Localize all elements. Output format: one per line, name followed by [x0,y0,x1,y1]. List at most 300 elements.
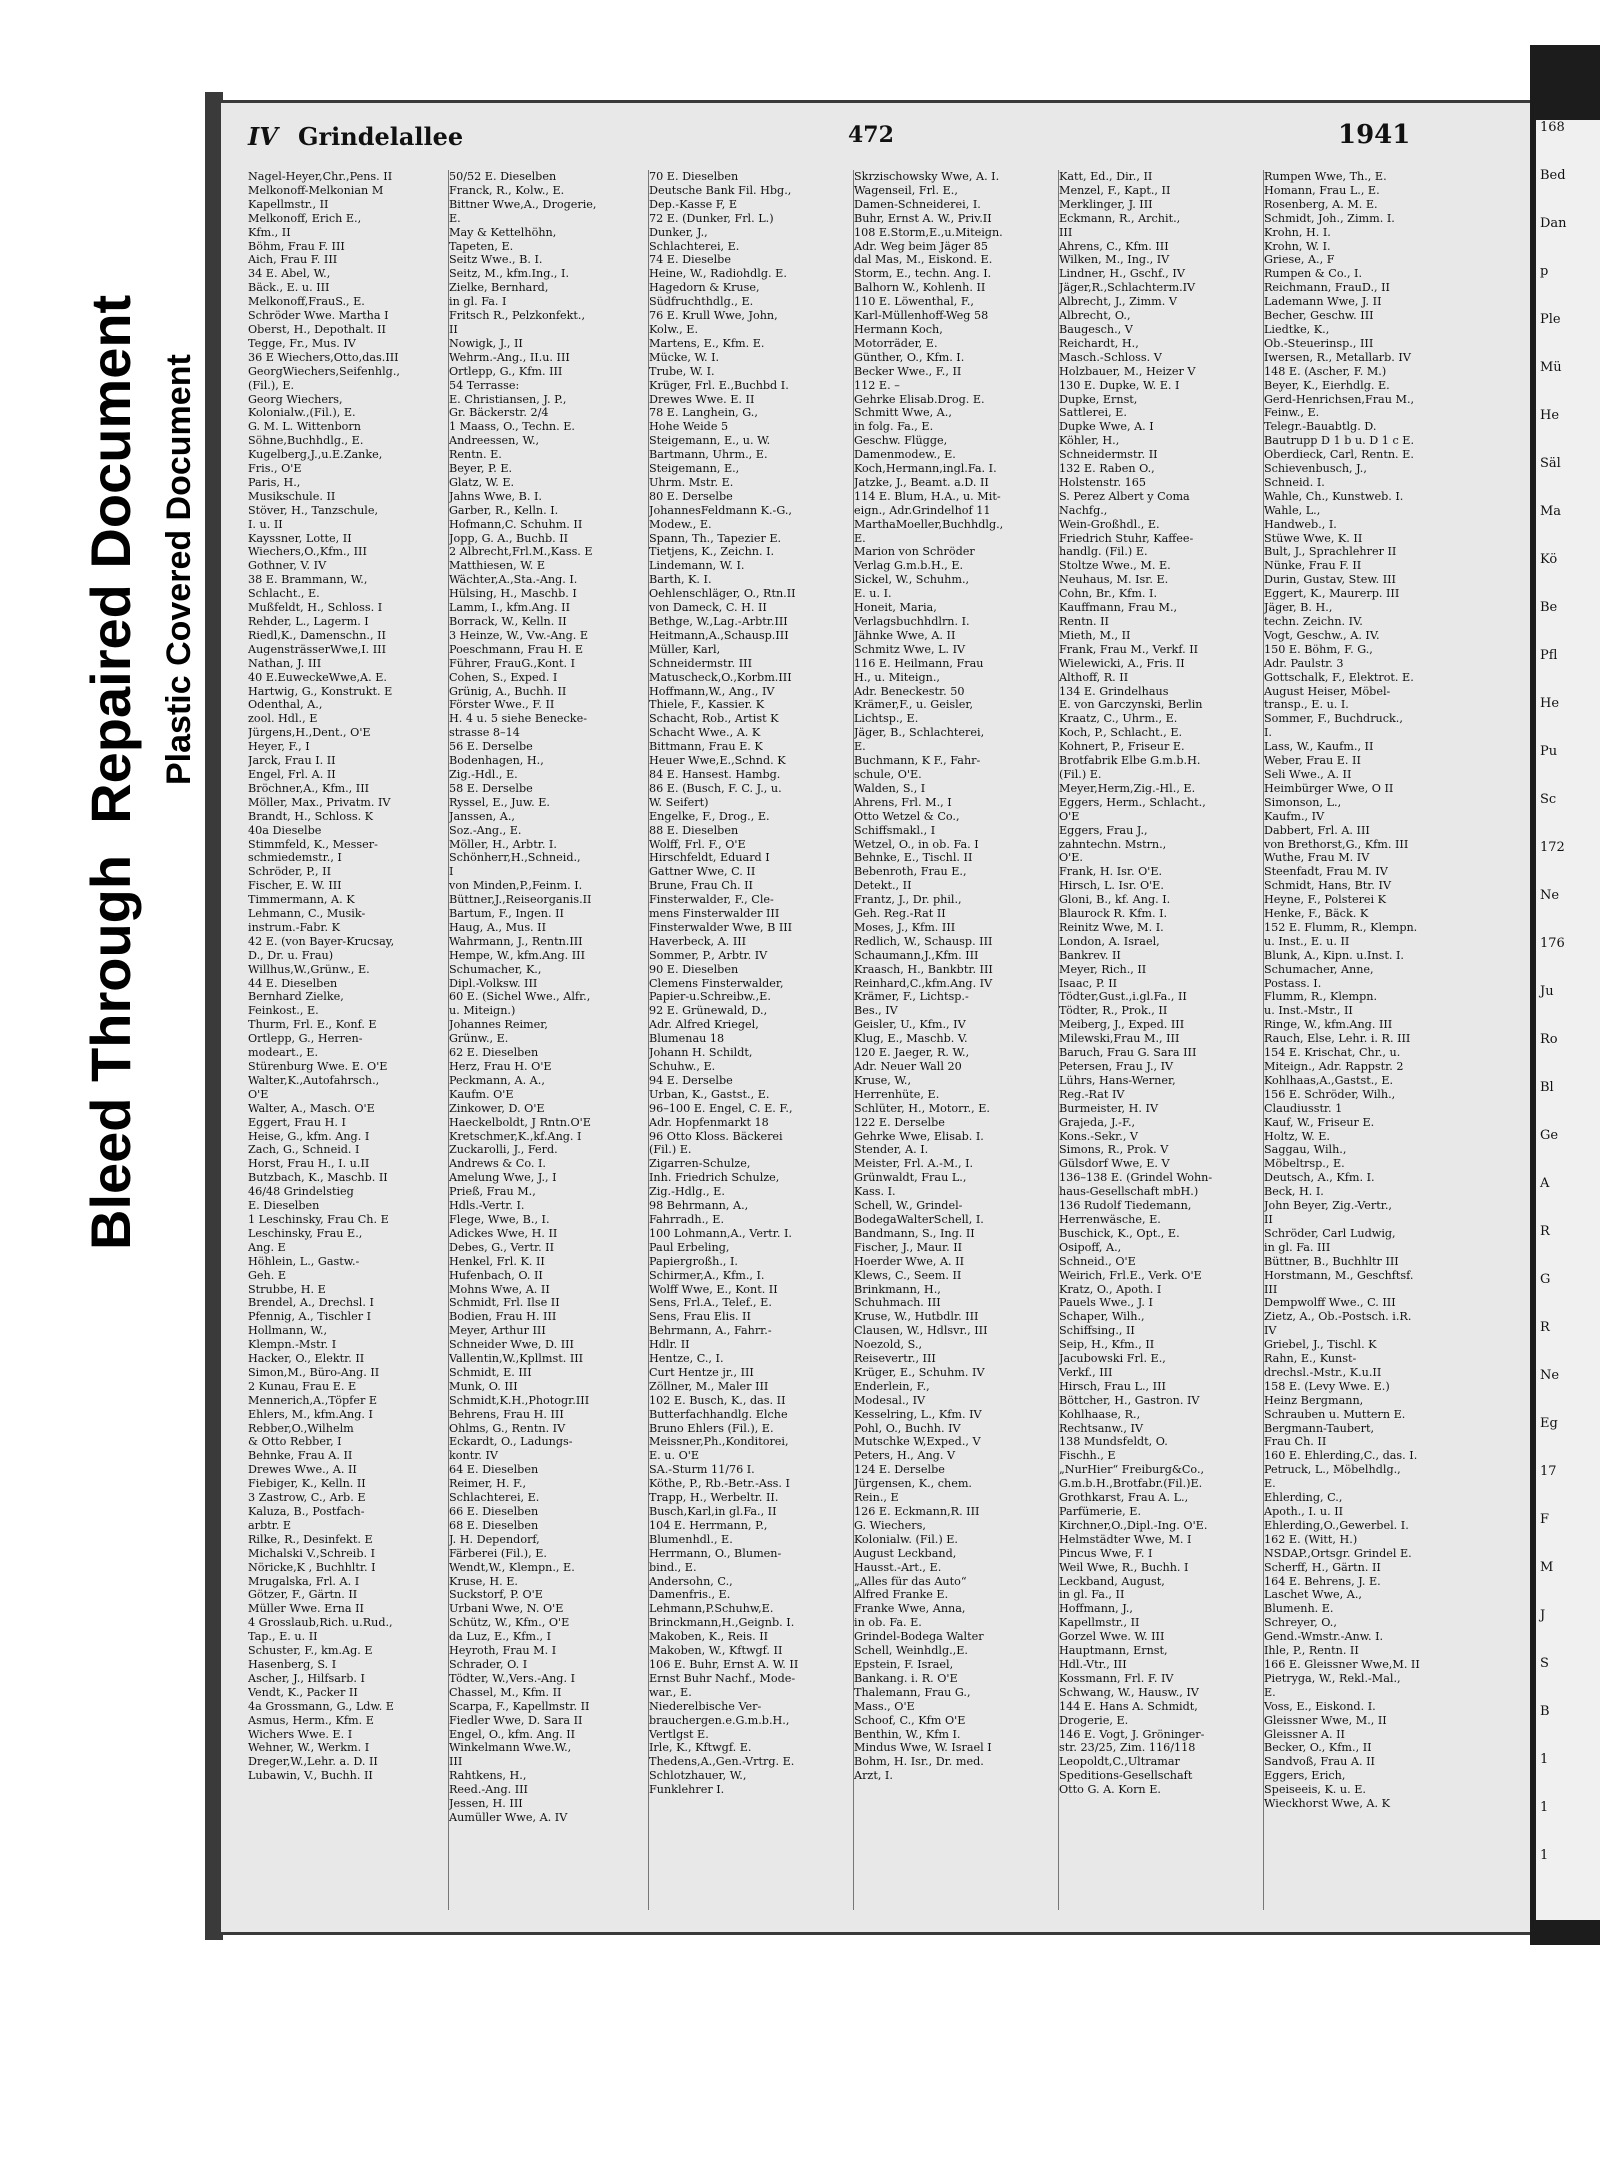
directory-entry: Kraatz, C., Uhrm., E. [1059,712,1178,726]
directory-entry: von Brethorst,G., Kfm. III [1264,837,1409,851]
directory-entry: Melkonoff-Melkonian M [248,183,384,197]
directory-entry: GeorgWiechers,Seifenhlg., [248,364,400,378]
directory-entry: Hartwig, G., Konstrukt. E [248,684,393,698]
directory-entry: Burmeister, H. IV [1059,1101,1159,1115]
directory-entry: J. H. Dependorf, [449,1532,540,1546]
directory-entry: Heyroth, Frau M. I [449,1644,557,1658]
directory-entry: Martens, E., Kfm. E. [649,336,765,350]
directory-entry: in gl. Fa. I [449,295,507,309]
directory-entry: Schiffsmakl., I [854,823,936,837]
directory-entry: Wolff Wwe, E., Kont. II [649,1282,778,1296]
directory-entry: Kfm., II [248,225,291,239]
directory-entry: Mindus Wwe, W. Israel I [854,1741,992,1755]
adjacent-fragment: Bl [1540,1080,1554,1095]
directory-entry: Engelke, F., Drog., E. [649,809,770,823]
directory-entry: Blaurock R. Kfm. I. [1059,907,1168,921]
directory-entry: Albrecht, O., [1059,309,1131,323]
directory-entry: 134 E. Grindelhaus [1059,684,1169,698]
directory-entry: Simons, R., Prok. V [1059,1143,1169,1157]
adjacent-fragment: 1 [1540,1752,1549,1767]
directory-entry: Leschinsky, Frau E., [248,1226,363,1240]
adjacent-fragment: 1 [1540,1848,1549,1863]
directory-entry: Georg Wiechers, [248,392,343,406]
directory-entry: Menzel, F., Kapt., II [1059,183,1171,197]
directory-entry: Krämer,F., u. Geisler, [854,698,974,712]
directory-entry: Butterfachhandlg. Elche [649,1407,788,1421]
directory-entry: Sens, Frau Elis. II [649,1310,751,1324]
directory-entry: Herrenwäsche, E. [1059,1212,1161,1226]
directory-entry: Tap., E. u. II [248,1630,318,1644]
directory-entry: NSDAP.,Ortsgr. Grindel E. [1264,1546,1412,1560]
directory-entry: Gülsdorf Wwe, E. V [1059,1157,1170,1171]
directory-entry: Oberdieck, Carl, Rentn. E. [1264,448,1414,462]
directory-entry: Marion von Schröder [854,545,975,559]
directory-entry: Becher, Geschw. III [1264,309,1374,323]
directory-entry: Dempwolff Wwe., C. III [1264,1296,1396,1310]
directory-entry: Krohn, H. I. [1264,225,1331,239]
directory-entry: H., u. Miteign., [854,670,940,684]
directory-entry: Milewski,Frau M., III [1059,1032,1180,1046]
directory-entry: Handweb., I. [1264,517,1337,531]
directory-entry: Fiebiger, K., Kelln. II [248,1477,366,1491]
directory-entry: Zig.-Hdlg., E. [649,1185,725,1199]
directory-entry: 164 E. Behrens, J. E. [1264,1574,1381,1588]
directory-entry: Günther, O., Kfm. I. [854,350,965,364]
directory-entry: Soz.-Ang., E. [449,823,522,837]
directory-entry: O'E [248,1087,269,1101]
directory-entry: Stöver, H., Tanzschule, [248,503,379,517]
directory-entry: Walden, S., I [854,781,926,795]
directory-entry: str. 23/25, Zim. 116/118 [1059,1741,1196,1755]
directory-entry: Trube, W. I. [649,364,715,378]
directory-entry: Friedrich Stuhr, Kaffee- [1059,531,1194,545]
directory-entry: Schaper, Wilh., [1059,1310,1145,1324]
directory-entry: drechsl.-Mstr., K.u.II [1264,1365,1382,1379]
directory-entry: Eggers, Herm., Schlacht., [1059,795,1206,809]
directory-entry: Seitz, M., kfm.Ing., I. [449,267,570,281]
directory-entry: Scarpa, F., Kapellmstr. II [449,1699,590,1713]
directory-entry: Gr. Bäckerstr. 2/4 [449,406,549,420]
directory-entry: u. Inst., E. u. II [1264,934,1350,948]
directory-entry: 96–100 E. Engel, C. E. F., [649,1101,793,1115]
directory-entry: Tödter,Gust.,i.gl.Fa., II [1059,990,1187,1004]
directory-entry: Hohe Weide 5 [649,420,729,434]
directory-entry: Sickel, W., Schuhm., [854,573,970,587]
directory-entry: W. Seifert) [649,795,709,809]
directory-entry: Dupke, Ernst, [1059,392,1138,406]
directory-entry: Bohm, H. Isr., Dr. med. [854,1755,984,1769]
directory-entry: Skrzischowsky Wwe, A. I. [854,170,1000,183]
directory-entry: Paul Erbeling, [649,1240,730,1254]
directory-entry: Nöricke,K , Buchhltr. I [248,1560,376,1574]
directory-entry: Wahle, L., [1264,503,1321,517]
directory-entry: Führer, FrauG.,Kont. I [449,656,576,670]
directory-entry: Stüwe Wwe, K. II [1264,531,1363,545]
directory-entry: 160 E. Ehlerding,C., das. I. [1264,1449,1418,1463]
directory-entry: Herrenhüte, E. [854,1087,940,1101]
directory-entry: Beyer, K., Eierhdlg. E. [1264,378,1390,392]
directory-entry: 110 E. Löwenthal, F., [854,295,974,309]
directory-entry: Zach, G., Schneid. I [248,1143,360,1157]
directory-entry: in gl. Fa. III [1264,1240,1331,1254]
directory-entry: Vendt, K., Packer II [248,1685,358,1699]
directory-entry: Heyne, F., Polsterei K [1264,893,1387,907]
directory-entry: u. Inst.-Mstr., II [1264,1004,1353,1018]
directory-entry: Thurm, Frl. E., Konf. E [248,1018,377,1032]
directory-entry: Papier-u.Schreibw.,E. [649,990,771,1004]
directory-entry: Lubawin, V., Buchh. II [248,1769,373,1783]
directory-entry: Storm, E., techn. Ang. I. [854,267,992,281]
directory-entry: 54 Terrasse: [449,378,520,392]
directory-entry: Ahrens, C., Kfm. III [1059,239,1169,253]
directory-entry: 98 Behrmann, A., [649,1199,749,1213]
directory-entry: Nachfg., [1059,503,1108,517]
directory-entry: 146 E. Vogt, J. Gröninger- [1059,1727,1205,1741]
directory-entry: Bruno Ehlers (Fil.), E. [649,1421,774,1435]
adjacent-fragment: Säl [1540,456,1561,471]
directory-entry: Kauffmann, Frau M., [1059,601,1178,615]
directory-entry: zool. Hdl., E [248,712,318,726]
directory-entry: Wuthe, Frau M. IV [1264,851,1370,865]
directory-entry: Bartmann, Uhrm., E. [649,448,768,462]
directory-entry: instrum.-Fabr. K [248,920,340,934]
directory-entry: Deutsch, A., Kfm. I. [1264,1171,1375,1185]
directory-entry: Reichmann, FrauD., II [1264,281,1390,295]
directory-entry: Niederelbische Ver- [649,1699,762,1713]
directory-entry: Stürenburg Wwe. E. O'E [248,1060,388,1073]
directory-entry: Dupke Wwe, A. I [1059,420,1154,434]
directory-entry: Engel, O., kfm. Ang. II [449,1727,576,1741]
directory-entry: Johann H. Schildt, [649,1046,753,1060]
directory-entry: Beck, H. I. [1264,1185,1324,1199]
directory-entry: 132 E. Raben O., [1059,462,1155,476]
directory-entry: Reed.-Ang. III [449,1783,528,1797]
adjacent-fragment: S [1540,1656,1549,1671]
directory-entry: Beyer, P. E. [449,462,513,476]
directory-entry: Isaac, P. II [1059,976,1118,990]
directory-entry: Ehlerding, C., [1264,1491,1343,1505]
directory-entry: Lührs, Hans-Werner, [1059,1073,1176,1087]
directory-entry: Rahn, E., Kunst- [1264,1352,1357,1366]
directory-entry: da Luz, E., Kfm., I [449,1630,552,1644]
directory-entry: Klug, E., Maschb. V. [854,1032,968,1046]
adjacent-fragment: Ro [1540,1032,1558,1047]
directory-entry: Köhler, H., [1059,434,1120,448]
directory-entry: Hirsch, Frau L., III [1059,1379,1166,1393]
directory-entry: Bartum, F., Ingen. II [449,907,564,921]
directory-entry: Andersohn, C., [649,1574,733,1588]
adjacent-fragment: He [1540,696,1560,711]
directory-entry: Osipoff, A., [1059,1240,1122,1254]
adjacent-fragment: Ple [1540,312,1561,327]
directory-entry: Schrader, O. I [449,1657,528,1671]
directory-entry: Walter, A., Masch. O'E [248,1101,375,1115]
directory-entry: Rumpen & Co., I. [1264,267,1363,281]
directory-entry: Schmitt Wwe, A., [854,406,952,420]
directory-entry: Möller, H., Arbtr. I. [449,837,557,851]
street-title: Grindelallee [298,122,464,151]
directory-entry: Gend.-Wmstr.-Anw. I. [1264,1630,1384,1644]
directory-entry: schmiedemstr., I [248,851,342,865]
directory-entry: JohannesFeldmann K.-G., [649,503,792,517]
directory-entry: Thedens,A.,Gen.-Vrtrg. E. [649,1755,795,1769]
directory-entry: Fritsch R., Pelzkonfekt., [449,309,586,323]
directory-entry: II [449,322,458,336]
directory-entry: 66 E. Dieselben [449,1505,539,1518]
directory-entry: E. u. O'E [649,1449,700,1463]
directory-entry: Hasenberg, S. I [248,1657,337,1671]
directory-entry: Blumenhdl., E. [649,1532,733,1546]
directory-entry: Kretschmer,K.,kf.Ang. I [449,1129,582,1143]
directory-entry: Kons.-Sekr., V [1059,1129,1139,1143]
directory-entry: Mrugalska, Frl. A. I [248,1574,360,1588]
directory-entry: Behrens, Frau H. III [449,1407,564,1421]
directory-entry: Ryssel, E., Juw. E. [449,795,550,809]
directory-entry: Gleissner Wwe, M., II [1264,1713,1387,1727]
directory-entry: 4 Grosslaub,Rich. u.Rud., [248,1616,393,1630]
directory-entry: Kaufm. O'E [449,1087,514,1101]
directory-entry: Mass., O'E [854,1699,915,1713]
directory-entry: Vogt, Geschw., A. IV. [1264,628,1380,642]
directory-entry: Petersen, Frau J., IV [1059,1060,1174,1073]
directory-entry: Thiele, F., Kassier. K [649,698,765,712]
directory-entry: E. [1264,1685,1276,1699]
directory-entry: Köthe, P., Rb.-Betr.-Ass. I [649,1477,790,1491]
directory-entry: 2 Kunau, Frau E. E [248,1379,357,1393]
directory-entry: Hollmann, W., [248,1324,328,1338]
directory-entry: Makoben, W., Kftwgf. II [649,1644,783,1658]
directory-entry: Kayssner, Lotte, II [248,531,352,545]
directory-entry: Laschet Wwe, A., [1264,1588,1362,1602]
bleed-through-label: Bleed Through Repaired Document [79,294,142,1250]
directory-entry: Fischer, E. W. III [248,879,342,893]
adjacent-fragment: Pu [1540,744,1558,759]
directory-entry: Wolff, Frl. F., O'E [649,837,746,851]
directory-entry: Geschw. Flügge, [854,434,948,448]
directory-entry: Damenmodew., E. [854,448,956,462]
directory-entry: Enderlein, F., [854,1379,930,1393]
directory-entry: zahntechn. Mstrn., [1059,837,1167,851]
directory-entry: Adr. Weg beim Jäger 85 [854,239,988,253]
directory-entry: Schlachterei, E. [649,239,740,253]
directory-entry: August Leckband, [854,1546,957,1560]
directory-entry: Schuhmach. III [854,1296,941,1310]
directory-entry: Jahns Wwe, B. I. [449,489,542,503]
directory-entry: G.m.b.H.,Brotfabr.(Fil.)E. [1059,1477,1203,1491]
directory-entry: Lindner, H., Gschf., IV [1059,267,1185,281]
directory-entry: Fris., O'E [248,462,302,476]
directory-entry: Gloni, B., kf. Ang. I. [1059,893,1171,907]
directory-entry: Grindel-Bodega Walter [854,1630,984,1644]
directory-entry: 2 Albrecht,Frl.M.,Kass. E [449,545,593,559]
directory-entry: Sens, Frl.A., Telef., E. [649,1296,772,1310]
plastic-covered-label: Plastic Covered Document [160,354,198,785]
adjacent-fragment: A [1540,1176,1550,1191]
directory-entry: strasse 8–14 [449,726,520,740]
directory-entry: Pohl, O., Buchh. IV [854,1421,961,1435]
directory-entry: Heyer, F., I [248,740,310,754]
directory-entry: Haverbeck, A. III [649,934,747,948]
directory-entry: 3 Zastrow, C., Arb. E [248,1491,366,1505]
directory-entry: Voss, E., Eiskond. I. [1264,1699,1376,1713]
directory-entry: Bodien, Frau H. III [449,1310,557,1324]
directory-entry: 40a Dieselbe [248,823,322,837]
directory-entry: Kratz, O., Apoth. I [1059,1282,1162,1296]
directory-entry: Frank, H. Isr. O'E. [1059,865,1163,879]
directory-entry: Rosenberg, A. M. E. [1264,197,1378,211]
directory-entry: Thalemann, Frau G., [854,1685,971,1699]
directory-entry: Meiberg, J., Exped. III [1059,1018,1185,1032]
directory-entry: Saggau, Wilh., [1264,1143,1347,1157]
directory-entry: III [1059,225,1073,239]
adjacent-fragment: M [1540,1560,1554,1575]
directory-entry: Bankang. i. R. O'E [854,1671,958,1685]
directory-entry: Damen-Schneiderei, I. [854,197,981,211]
directory-entry: Iwersen, R., Metallarb. IV [1264,350,1411,364]
directory-entry: Weil Wwe, R., Buchh. I [1059,1560,1189,1574]
directory-entry: Zuckarolli, J., Ferd. [449,1143,558,1157]
directory-entry: Koch,Hermann,ingl.Fa. I. [854,462,997,476]
directory-entry: Zietz, A., Ob.-Postsch. i.R. [1264,1310,1412,1324]
directory-entry: Irle, K., Kftwgf. E. [649,1741,752,1755]
directory-entry: Borrack, W., Kelln. II [449,615,567,628]
adjacent-fragment: J [1540,1608,1546,1623]
directory-entry: Gleissner A. II [1264,1727,1345,1741]
directory-entry: 88 E. Dieselben [649,823,739,837]
directory-entry: 70 E. Dieselben [649,170,739,183]
directory-entry: Bernhard Zielke, [248,990,344,1004]
directory-entry: Kapellmstr., II [1059,1616,1140,1630]
directory-entry: Feinkost., E. [248,1004,319,1018]
directory-entry: Schumacher, Anne, [1264,962,1374,976]
directory-entry: Hdlr. II [649,1338,690,1352]
directory-entry: Schönherr,H.,Schneid., [449,851,581,865]
directory-entry: Hoerder Wwe, A. II [854,1254,964,1268]
directory-entry: Blumenau 18 [649,1032,725,1046]
directory-entry: 136 Rudolf Tiedemann, [1059,1199,1192,1213]
directory-entry: Ahrens, Frl. M., I [854,795,952,809]
directory-entry: Rebber,O.,Wilhelm [248,1421,354,1435]
directory-entry: Jäger, B., Schlachterei, [854,726,985,740]
directory-entry: Kirchner,O.,Dipl.-Ing. O'E. [1059,1518,1208,1532]
adjacent-fragment: Ge [1540,1128,1559,1143]
directory-entry: Frank, Frau M., Verkf. II [1059,642,1199,656]
directory-entry: Adr. Hopfenmarkt 18 [649,1115,769,1129]
directory-entry: Karl-Müllenhoff-Weg 58 [854,309,989,323]
directory-entry: Schuster, F., km.Ag. E [248,1644,373,1658]
directory-entry: Postass. I. [1264,976,1322,990]
directory-entry: Dep.-Kasse F, E [649,197,738,211]
directory-entry: Strubbe, H. E [248,1282,326,1296]
directory-entry: BodegaWalterSchell, I. [854,1212,984,1226]
directory-entry: London, A. Israel, [1059,934,1160,948]
directory-entry: Motorräder, E. [854,336,938,350]
directory-entry: Heuer Wwe,E.,Schnd. K [649,754,786,768]
directory-entry: Verkf., III [1059,1365,1113,1379]
directory-entry: Telegr.-Bauabtlg. D. [1264,420,1377,434]
directory-entry: brauchergen.e.G.m.b.H., [649,1713,790,1727]
directory-entry: Kugelberg,J.,u.E.Zanke, [248,448,383,462]
directory-entry: Bes., IV [854,1004,898,1018]
directory-entry: Gerd-Henrichsen,Frau M., [1264,392,1415,406]
directory-entry: Otto Wetzel & Co., [854,809,960,823]
directory-entry: Bröchner,A., Kfm., III [248,781,370,795]
directory-entry: 106 E. Buhr, Ernst A. W. II [649,1657,799,1671]
directory-entry: Damenfris., E. [649,1588,731,1602]
directory-entry: Munk, O. III [449,1379,518,1393]
directory-entry: Adr. Paulstr. 3 [1264,656,1344,670]
directory-entry: handlg. (Fil.) E. [1059,545,1148,559]
directory-entry: Kass. I. [854,1185,896,1199]
directory-entry: Schreyer, O., [1264,1616,1337,1630]
directory-entry: Reimer, H. F., [449,1477,527,1491]
directory-entry: Stimmfeld, K., Messer- [248,837,378,851]
directory-entry: Seip, H., Kfm., II [1059,1338,1155,1352]
directory-entry: Jäger,R.,Schlachterm.IV [1059,281,1196,295]
adjacent-fragment: p [1540,264,1549,279]
directory-entry: Moses, J., Kfm. III [854,920,956,934]
directory-entry: Drewes Wwe., A. II [248,1463,357,1477]
directory-entry: Clausen, W., Hdlsvr., III [854,1324,988,1338]
directory-entry: Ihle, P., Rentn. II [1264,1644,1359,1658]
directory-entry: schule, O'E. [854,767,922,781]
directory-entry: Wahrmann, J., Rentn.III [449,934,583,948]
directory-entry: Kauf, W., Friseur E. [1264,1115,1375,1129]
directory-entry: Krohn, W. I. [1264,239,1331,253]
directory-entry: Zinkower, D. O'E [449,1101,545,1115]
directory-entry: Henke, F., Bäck. K [1264,907,1369,921]
directory-entry: Speiseeis, K. u. E. [1264,1783,1366,1797]
directory-entry: 138 Mundsfeldt, O. [1059,1435,1168,1449]
directory-entry: Merklinger, J. III [1059,197,1153,211]
directory-entry: Kolonialw. (Fil.) E. [854,1532,958,1546]
directory-entry: Franke Wwe, Anna, [854,1602,966,1616]
directory-entry: 148 E. (Ascher, F. M.) [1264,364,1387,378]
bottom-margin [0,1945,1600,2177]
directory-entry: Michalski V.,Schreib. I [248,1546,376,1560]
directory-entry: Hempe, W., kfm.Ang. III [449,948,585,962]
directory-entry: E. [1264,1477,1276,1491]
directory-entry: Geh. Reg.-Rat II [854,907,946,921]
directory-entry: kontr. IV [449,1449,498,1463]
directory-entry: Sommer, P., Arbtr. IV [649,948,768,962]
directory-entry: Geisler, U., Kfm., IV [854,1018,966,1032]
directory-entry: 104 E. Herrmann, P., [649,1518,768,1532]
directory-entry: Durin, Gustav, Stew. III [1264,573,1396,587]
directory-entry: Herrmann, O., Blumen- [649,1546,782,1560]
directory-entry: 144 E. Hans A. Schmidt, [1059,1699,1198,1713]
column-2 [448,170,639,1910]
directory-entry: Ringe, W., kfm.Ang. III [1264,1018,1393,1032]
adjacent-fragment: 176 [1540,936,1565,951]
directory-entry: Zigarren-Schulze, [649,1157,751,1171]
directory-entry: Wilken, M., Ing., IV [1059,253,1170,267]
directory-entry: mens Finsterwalder III [649,907,780,921]
directory-entry: Büttner,J.,Reiseorganis.II [449,893,592,907]
directory-entry: Parfümerie, E. [1059,1505,1141,1518]
directory-entry: „Alles für das Auto“ [854,1574,967,1588]
directory-entry: Schell, W., Grindel- [854,1199,963,1213]
directory-entry: 100 Lohmann,A., Vertr. I. [649,1226,792,1240]
directory-entry: Bittner Wwe,A., Drogerie, [449,197,597,211]
directory-entry: Glatz, W. E. [449,475,515,489]
directory-entry: Kohnert, P., Friseur E. [1059,740,1185,754]
directory-entry: Zöllner, M., Maler III [649,1379,769,1393]
directory-entry: Bandmann, S., Ing. II [854,1226,975,1240]
directory-entry: Götzer, F., Gärtn. II [248,1588,358,1602]
directory-entry: Ohlms, G., Rentn. IV [449,1421,566,1435]
directory-entry: Holtz, W. E. [1264,1129,1330,1143]
